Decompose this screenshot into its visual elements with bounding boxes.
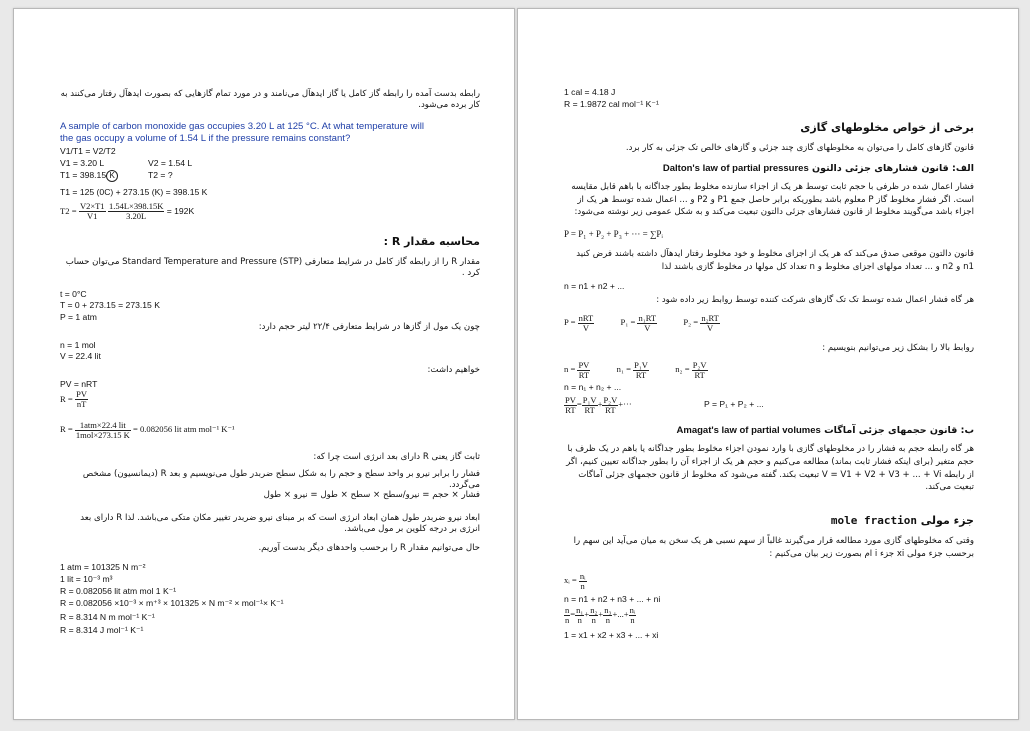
n1-denominator: RT [635, 369, 647, 380]
cal-conversion: 1 cal = 4.18 J [564, 87, 616, 97]
dalton-paragraph: فشار اعمال شده در ظرفی با حجم ثابت توسط هر یک از اجزاء سازنده مخلوط بطور جداگانه با باهم قابل مقایسه است. اگر فشار مخلوط گاز P معلوم باشد بطوریکه برابر حاصل جمع P1 و P2 و ... اعمال شده توسط هر یک از اجزاء باشد می‌گویند مخلوط از قانون فشارهای جزئی دالتون تبعیت می‌کند و به شکل عمومی زیر نوشته می‌شود: [571, 182, 974, 217]
t2-value-fraction [108, 202, 164, 221]
stp-paragraph: مقدار R را از رابطه گاز کامل در شرایط متعارفی (STP) Standard Temperature and Pressure می‌توان حساب کرد . [65, 257, 480, 278]
fs-den-2: n [591, 614, 596, 625]
amagat-heading [638, 425, 974, 437]
pv-b-denominator: RT [584, 404, 595, 415]
fs-den-3: n [605, 614, 610, 625]
r-lit-atm: R = 0.082056 lit atm mol 1 K⁻¹ [60, 586, 177, 596]
r2-fraction [75, 421, 131, 440]
heading-mixtures: برخی از خواص مخلوطهای گازی [800, 121, 974, 134]
right-page [517, 8, 1019, 720]
ratio-equation: V1/T1 = V2/T2 [60, 146, 116, 156]
xi-denominator: n [580, 580, 585, 591]
mole-heading-fa: جزء مولی [920, 514, 974, 527]
n2-numerator: P₂V [692, 359, 707, 370]
mol-paragraph: چون یک مول از گازها در شرایط متعارفی ۲۲/۴ لیتر حجم دارد: [258, 322, 480, 332]
mole-equations [564, 358, 708, 380]
p-sum: P = P₁ + P₂ + ... [704, 399, 764, 409]
p-lhs: P = [564, 317, 576, 327]
fs-op-1: + [584, 609, 590, 619]
r-formula [60, 389, 88, 409]
t0-value: t = 0°C [60, 289, 87, 299]
pv-c-denominator: RT [605, 404, 616, 415]
pv-a-fraction [564, 396, 577, 415]
t2-value: T2 = ? [148, 170, 173, 180]
r-numerator: PV [76, 389, 87, 400]
n-sum: n = n1 + n2 + ... [564, 281, 625, 291]
fs-num-1: n₁ [576, 604, 584, 615]
t2-calculation [60, 201, 194, 221]
n-value: n = 1 mol [60, 340, 96, 350]
r-si-conversion: R = 0.082056 ×10⁻³ × m⁺³ × 101325 × N m⁻² × mol⁻¹× K⁻¹ [60, 598, 284, 608]
each-pressure-line: هر گاه فشار اعمال شده توسط تک تک گازهای شرکت کننده توسط روابط زیر داده شود : [656, 295, 974, 305]
n1-numerator: P₁V [634, 359, 648, 370]
fs-term-4 [629, 606, 637, 625]
fs-den-4: n [630, 614, 635, 625]
amagat-heading-en: Amagat's law of partial volumes [676, 425, 821, 436]
p1-fraction [637, 314, 657, 333]
p2-fraction [700, 314, 720, 333]
p1-numerator: n₁RT [638, 312, 657, 323]
fs-num-0: n [565, 604, 570, 615]
v-value: V = 22.4 lit [60, 351, 101, 361]
r2-denominator: 1mol×273.15 K [75, 429, 130, 440]
fs-op-0: = [570, 609, 576, 619]
t1-prefix: T1 = 398.15 [60, 170, 107, 180]
n-numerator: PV [578, 359, 590, 370]
p1-lhs: P₁ = [620, 317, 636, 327]
lit-conversion: 1 lit = 10⁻³ m³ [60, 574, 113, 584]
pv-b-fraction [582, 396, 598, 415]
fs-den-1: n [577, 614, 582, 625]
pv-c-numerator: P₂V [603, 394, 618, 405]
dalton-heading [638, 163, 974, 175]
n-fraction [577, 361, 590, 380]
p-value: P = 1 atm [60, 312, 97, 322]
x-sum: 1 = x1 + x2 + x3 + ... + xi [564, 630, 659, 640]
n1-fraction [633, 361, 649, 380]
amagat-heading-fa: ب: قانون حجمهای جزئی آماگات [824, 425, 974, 436]
xi-fraction [579, 572, 587, 591]
pv-c-fraction [602, 396, 618, 415]
fs-den-0: n [565, 614, 570, 625]
fraction-sum [564, 603, 636, 625]
pv-a-numerator: PV [565, 394, 576, 405]
n-denominator: RT [578, 369, 590, 380]
t1-value [60, 170, 118, 182]
dalton-heading-fa: الف: قانون فشارهای جزئی دالتون [812, 163, 974, 174]
mixtures-intro: قانون گازهای کامل را می‌توان به مخلوطهای گازی چند جزئی و گازهای خالص تک جزئی به کار برد. [625, 143, 974, 153]
intro-paragraph: رابطه بدست آمده را رابطه گاز کامل یا گاز ایدهآل می‌نامند و در مورد تمام گازهایی که بصورت ایدهآل رفتار می‌کنند به کار برده می‌شود. [60, 89, 480, 110]
khahim-text: خواهیم داشت: [427, 365, 480, 375]
pv-b-numerator: P₁V [582, 394, 597, 405]
n2-lhs: n₂ = [675, 364, 690, 374]
force-line: فشار را برابر نیرو بر واحد سطح و حجم را به شکل سطح ضربدر طول می‌نویسیم و بعد R (دیمانسیون) مشخص می‌گردد. [82, 469, 480, 490]
t-calc: T = 0 + 273.15 = 273.15 K [60, 300, 160, 310]
p2-lhs: P₂ = [683, 317, 699, 327]
n2-fraction [692, 361, 708, 380]
t2-symbolic-fraction [79, 202, 106, 221]
fs-num-2: n₂ [590, 604, 598, 615]
p2-denominator: V [707, 322, 714, 333]
fs-term-1 [575, 606, 584, 625]
p-denominator: V [582, 322, 589, 333]
fs-op-3: +...+ [612, 609, 629, 619]
r2-numerator: 1atm×22.4 lit [75, 421, 131, 431]
fs-op-2: + [598, 609, 604, 619]
amagat-paragraph: هر گاه رابطه حجم به فشار را در مخلوطهای گازی با وارد نمودن اجزاء مخلوط بطور جداگانه یا باهم در یک ظرف با حجم متغیر (برای اینکه فشار ثابت بماند) مطالعه می‌کنیم و حجم هر یک از اجزاء آن را بطور جداگانه تعیین کنیم، اگر از رابطه V = V1 + V2 + V3 + ... + Vi تبعیت بکند. گفته می‌شود که مخلوط از قانون حجمهای جزئی آماگات تبعیت می‌کند. [566, 444, 974, 493]
left-page [13, 8, 515, 720]
xi-lhs: xᵢ = [564, 575, 577, 585]
energy-line: ثابت گاز یعنی R دارای بعد انرژی است چرا که: [313, 452, 480, 462]
t2-val-numerator: 1.54L×398.15K [108, 201, 164, 212]
dimension-paragraph: ابعاد نیرو ضربدر طول همان ابعاد انرژی است که بر مبنای نیرو ضربدر تغییر مکان متکی می‌باشد. لذا R دارای بعد انرژی بر درجه کلوین بر مول می‌باشد. [80, 513, 480, 534]
dalton-equation: P = P₁ + P₂ + P₃ + ··· = ∑Pᵢ [564, 229, 663, 239]
v1-value: V1 = 3.20 L [60, 158, 105, 168]
pv-sum: $\frac{PV}{RT}$ = $\frac{\text{P₁V}}{RT}$ + $\frac{\text{P₂V}}{RT}$ +··· [565, 394, 632, 415]
n1-lhs: n₁ = [616, 364, 631, 374]
n-lhs: n = [564, 364, 576, 374]
r-denominator: nT [76, 399, 87, 410]
problem-line-1: A sample of carbon monoxide gas occupies 3.20 L at 125 °C. At what temperature will [60, 121, 424, 132]
p1-denominator: V [644, 322, 651, 333]
p2-numerator: n₂RT [701, 312, 719, 323]
relations-line: روابط بالا را بشکل زیر می‌توانیم بنویسیم : [822, 343, 974, 353]
atm-conversion: 1 atm = 101325 N m⁻² [60, 562, 146, 572]
r-lhs: R = [60, 394, 73, 404]
p-numerator: nRT [578, 312, 594, 323]
n-sum-2: n = n₁ + n₂ + ... [564, 382, 622, 392]
n2-denominator: RT [694, 369, 705, 380]
partial-pressure-equations [564, 311, 720, 333]
p-fraction [578, 314, 595, 333]
dalton-condition-paragraph: قانون دالتون موقعی صدق می‌کند که هر یک از اجزای مخلوط و خود مخلوط رفتار ایدهآل داشته باشند فرض کنید n1 و n2 و ... تعداد مولهای اجزای مخلوط و n تعداد کل مولها در مخلوط گازی باشند لذا [576, 249, 974, 272]
t1-circled-unit: K [106, 170, 118, 182]
fs-num-4: nᵢ [629, 604, 636, 615]
r-value-calc [60, 419, 235, 440]
t2-result: = 192K [166, 206, 195, 216]
v2-value: V2 = 1.54 L [148, 158, 193, 168]
r-n-m: R = 8.314 N m mol⁻¹ K⁻¹ [60, 612, 155, 622]
r-fraction [75, 390, 88, 409]
xi-definition [564, 569, 587, 591]
t2-sym-denominator: V1 [87, 211, 98, 222]
pv-tail: +··· [618, 399, 632, 409]
r2-lhs: R = [60, 424, 73, 434]
fs-num-3: n₃ [604, 604, 612, 615]
pv-a-denominator: RT [565, 404, 576, 415]
mole-fraction-heading [718, 514, 974, 528]
t2-sym-numerator: V2×T1 [79, 201, 105, 212]
n-sum-3: n = n1 + n2 + n3 + ... + ni [564, 594, 661, 604]
r-joule: R = 8.314 J mol⁻¹ K⁻¹ [60, 625, 144, 635]
mole-heading-en: mole fraction [830, 514, 917, 527]
t1-calculation: T1 = 125 (0C) + 273.15 (K) = 398.15 K [60, 187, 208, 197]
mole-fraction-paragraph: وقتی که مخلوطهای گازی مورد مطالعه قرار می‌گیرند غالباً از سهم نسبی هر یک سخن به میان می‌آید این سهم را برحسب جزء مولی xi جزء i ام بصورت زیر بیان می‌کنیم : [573, 536, 974, 559]
r-cal: R = 1.9872 cal mol⁻¹ K⁻¹ [564, 99, 659, 109]
r2-result: = 0.082056 lit atm mol⁻¹ K⁻¹ [132, 424, 235, 434]
other-units-line: حال می‌توانیم مقدار R را برحسب واحدهای دیگر بدست آوریم. [258, 543, 480, 553]
pv-nrt: PV = nRT [60, 379, 98, 389]
xi-numerator: nᵢ [579, 570, 586, 581]
problem-line-2: the gas occupy a volume of 1.54 L if the pressure remains constant? [60, 133, 351, 144]
t2-val-denominator: 3.20L [126, 211, 147, 222]
heading-r-calc: محاسبه مقدار R : [383, 235, 480, 248]
dimension-formula: فشار × حجم = نیرو/سطح × سطح × طول = نیرو × طول [263, 490, 480, 500]
t2-lhs: T2 = [60, 206, 77, 216]
dalton-heading-en: Dalton's law of partial pressures [662, 163, 809, 174]
